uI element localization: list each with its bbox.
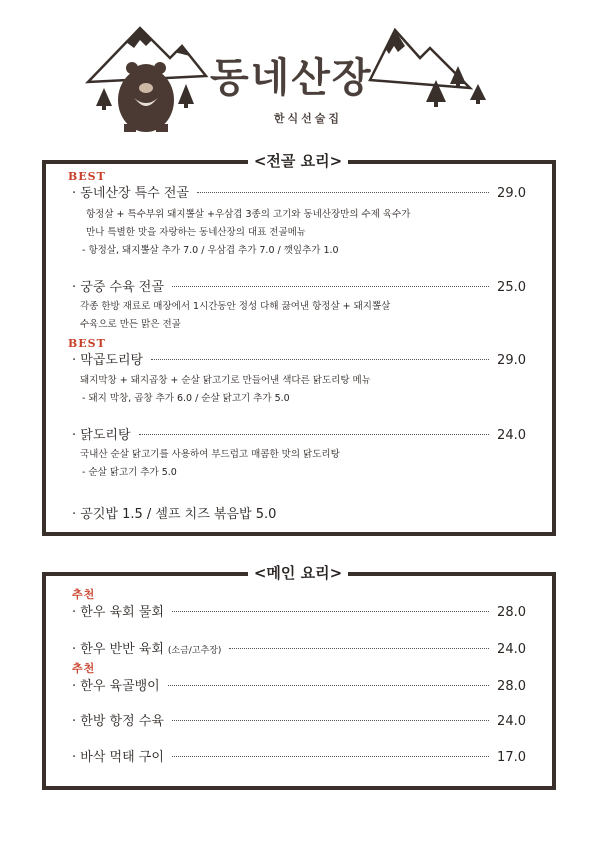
menu-item xyxy=(72,424,526,443)
recommend-badge: 추천 xyxy=(72,662,96,675)
menu-item xyxy=(72,746,526,765)
menu-item xyxy=(72,710,526,729)
item-name: · 닭도리탕 xyxy=(72,428,131,443)
recommend-badge: 추천 xyxy=(72,588,96,601)
item-description: 국내산 순살 닭고기를 사용하여 부드럽고 매콤한 맛의 닭도리탕 xyxy=(80,449,340,460)
brand-name: 동네산장 xyxy=(210,55,373,101)
best-badge: BEST xyxy=(68,170,106,183)
item-price: 24.0 xyxy=(497,714,526,729)
item-price: 29.0 xyxy=(497,353,526,368)
menu-item xyxy=(72,675,526,694)
item-note: (소금/고추장) xyxy=(167,646,222,656)
menu-item xyxy=(72,638,526,657)
item-description: 수육으로 만든 맑은 전골 xyxy=(80,319,181,330)
brand-subtitle: 한식선술집 xyxy=(273,112,343,125)
item-price: 29.0 xyxy=(497,186,526,201)
item-price: 17.0 xyxy=(497,750,526,765)
item-name: · 궁중 수육 전골 xyxy=(72,280,164,295)
item-option: - 돼지 막창, 곱창 추가 6.0 / 순살 닭고기 추가 5.0 xyxy=(82,393,290,404)
item-price: 28.0 xyxy=(497,679,526,694)
leader-dots xyxy=(172,611,489,612)
item-price: 28.0 xyxy=(497,605,526,620)
item-name: · 한우 육회 물회 xyxy=(72,605,164,620)
leader-dots xyxy=(172,286,489,287)
leader-dots xyxy=(197,192,489,193)
menu-item xyxy=(72,601,526,620)
best-badge: BEST xyxy=(68,337,106,350)
leader-dots xyxy=(172,756,489,757)
item-description: 항정살 + 특수부위 돼지뽈살 +우삼겹 3종의 고기와 동네산장만의 수제 육수가 xyxy=(86,209,411,220)
extras-note: · 공깃밥 1.5 / 셀프 치즈 볶음밥 5.0 xyxy=(72,507,277,522)
item-description: 돼지막창 + 돼지곱창 + 순살 닭고기로 만들어낸 색다른 닭도리탕 메뉴 xyxy=(80,375,371,386)
item-name: · 동네산장 특수 전골 xyxy=(72,186,189,201)
leader-dots xyxy=(172,720,489,721)
menu-item xyxy=(72,349,526,368)
item-option: - 순살 닭고기 추가 5.0 xyxy=(82,467,177,478)
section-title-hotpot: <전골 요리> xyxy=(0,150,596,171)
item-name: · 한방 항정 수육 xyxy=(72,714,164,729)
item-name: · 한우 육골뱅이 xyxy=(72,679,160,694)
leader-dots xyxy=(168,685,489,686)
menu-item xyxy=(72,182,526,201)
item-name: · 막곱도리탕 xyxy=(72,353,144,368)
section-title-main: <메인 요리> xyxy=(0,562,596,583)
item-option: - 항정살, 돼지뽈살 추가 7.0 / 우삼겹 추가 7.0 / 깻잎추가 1.0 xyxy=(82,245,339,256)
leader-dots xyxy=(139,434,490,435)
menu-header xyxy=(0,0,596,140)
item-name: · 한우 반반 육회 xyxy=(72,642,164,657)
item-description: 만나 특별한 맛을 자랑하는 동네산장의 대표 전골메뉴 xyxy=(86,227,307,238)
leader-dots xyxy=(151,359,489,360)
item-price: 24.0 xyxy=(497,642,526,657)
item-price: 25.0 xyxy=(497,280,526,295)
leader-dots xyxy=(229,648,489,649)
menu-item xyxy=(72,276,526,295)
item-description: 각종 한방 재료로 매장에서 1시간동안 정성 다해 끓여낸 항정살 + 돼지뽈살 xyxy=(80,301,391,312)
item-price: 24.0 xyxy=(497,428,526,443)
item-name: · 바삭 먹태 구이 xyxy=(72,750,164,765)
